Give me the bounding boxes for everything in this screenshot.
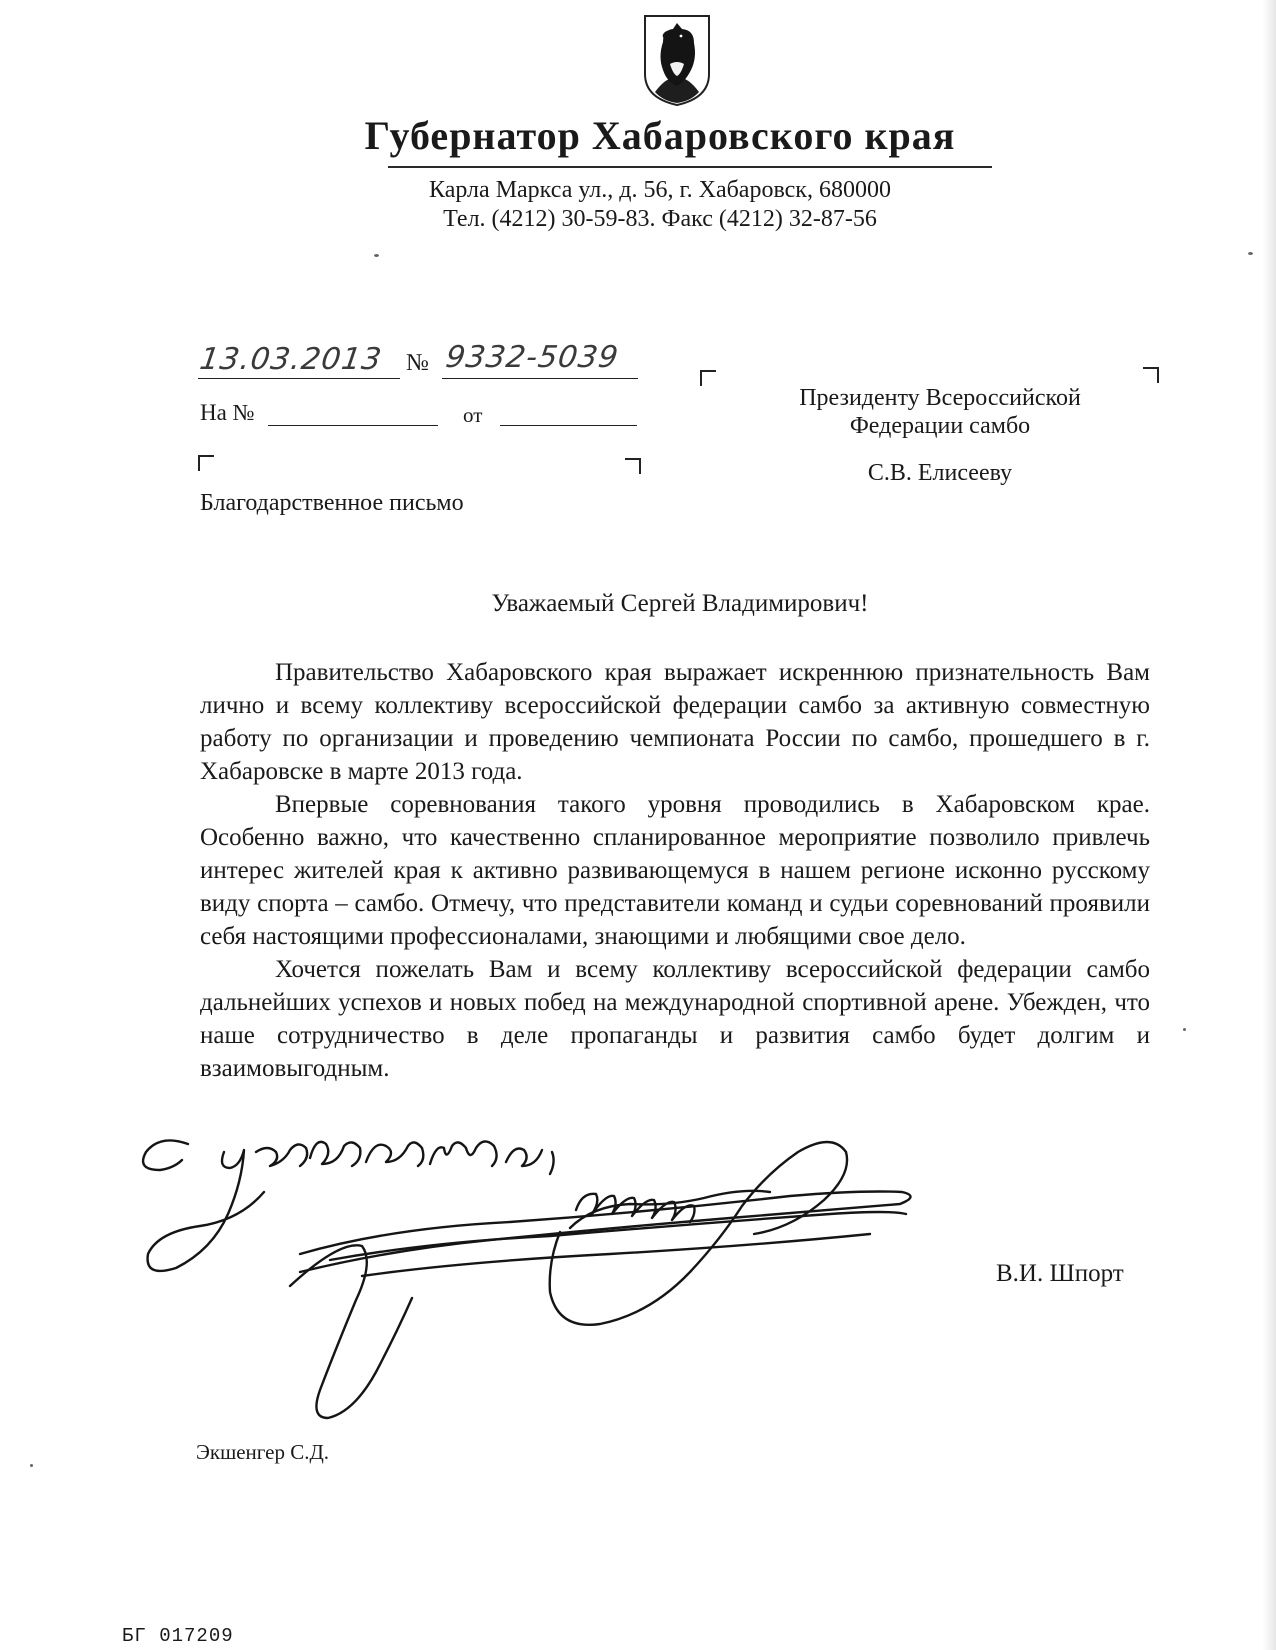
recipient-corner-right: [1143, 367, 1159, 383]
reply-to-blank: [268, 425, 438, 426]
letter-body: [200, 656, 1150, 1085]
from-blank: [500, 425, 637, 426]
number-label: №: [406, 350, 429, 376]
scan-edge-shadow: [1262, 0, 1276, 1650]
coat-of-arms-icon: [641, 12, 713, 108]
number-underline: [442, 378, 638, 379]
body-paragraph: Хочется пожелать Вам и всему коллективу всероссийской федерации самбо дальнейших успехов и новых побед на международной спортивной арене. Убежден, что наше сотрудничество в деле пропаганды и развития самбо будет долгим и взаимовыгодным.: [200, 956, 1150, 1082]
organization-title: Губернатор Хабаровского края: [364, 113, 956, 158]
form-serial-number: БГ 017209: [122, 1625, 234, 1647]
letter-subject: Благодарственное письмо: [200, 490, 464, 516]
scan-speck: [374, 254, 379, 257]
signer-name: В.И. Шпорт: [996, 1260, 1124, 1287]
recipient-name: С.В. Елисееву: [867, 460, 1013, 486]
body-paragraph: Впервые соревнования такого уровня проводились в Хабаровском крае. Особенно важно, что качественно спланированное мероприятие позволило привлечь интерес жителей края к активно развивающемуся в нашем регионе исконно русскому виду спорта – самбо. Отмечу, что представители команд и судьи соревнований проявили себя настоящими профессионалами, знающими и любящими свое дело.: [200, 791, 1150, 950]
date-underline: [198, 378, 400, 379]
subject-corner-left: [198, 455, 214, 471]
phone-fax-line: Тел. (4212) 30-59-83. Факс (4212) 32-87-56: [443, 206, 877, 232]
scan-speck: [1248, 252, 1253, 255]
reply-to-label: На №: [200, 400, 255, 425]
recipient-corner-left: [700, 370, 716, 386]
recipient-title-line: Федерации самбо: [849, 413, 1031, 439]
handwritten-signature: [130, 1122, 950, 1432]
subject-corner-right: [625, 458, 641, 474]
salutation: Уважаемый Сергей Владимирович!: [491, 590, 869, 617]
scan-speck: [30, 1464, 33, 1467]
recipient-title-line: Президенту Всероссийской: [799, 385, 1081, 411]
outgoing-number: 9332-5039: [443, 340, 621, 375]
executor-name: Экшенгер С.Д.: [196, 1440, 330, 1464]
from-label: от: [463, 403, 483, 427]
title-divider: [388, 166, 992, 168]
body-paragraph: Правительство Хабаровского края выражает искреннюю признательность Вам лично и всему коллективу всероссийской федерации самбо за активную совместную работу по организации и проведению чемпионата России по самбо, прошедшего в г. Хабаровске в марте 2013 года.: [200, 659, 1150, 785]
address-line: Карла Маркса ул., д. 56, г. Хабаровск, 680000: [429, 177, 891, 203]
scan-speck: [1183, 1028, 1186, 1031]
outgoing-date: 13.03.2013: [197, 342, 385, 377]
letterhead-address: [330, 176, 990, 234]
recipient-title: [720, 384, 1160, 440]
